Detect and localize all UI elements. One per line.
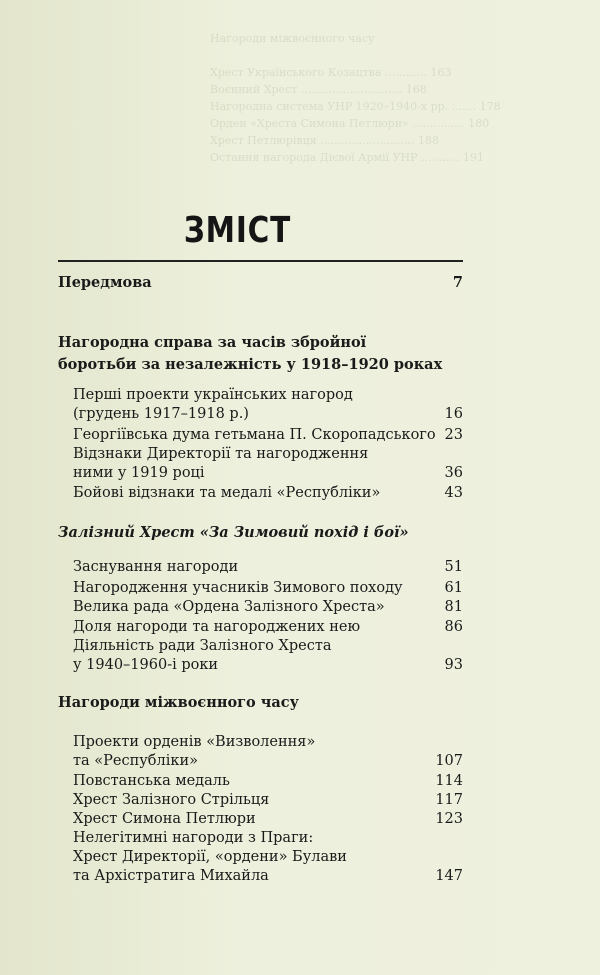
- toc-entry[interactable]: Відзнаки Директорії та нагородження ними у 1919 році 36: [73, 446, 463, 481]
- bleed-through-text: Нагороди міжвоєнного часу Хрест Українського Козацтва ............ 163 Воєнний Хрест ............................. 168 Нагородна система УНР 1920–1940-х рр. ....... 178 Орден «Хреста Симона Петлюри» ............... 180 Хрест Петлюрівця ........................... 188 Остання нагорода Дієвої Армії УНР ........... 191: [210, 32, 501, 164]
- toc-entry[interactable]: Доля нагороди та нагороджених нею 86: [73, 619, 463, 635]
- toc-entry[interactable]: Хрест Залізного Стрільця 117: [73, 792, 463, 808]
- page-title: ЗМІСТ: [183, 210, 292, 251]
- toc-section-2[interactable]: Залізний Хрест «За Зимовий похід і бої»: [58, 524, 409, 541]
- toc-entry[interactable]: Перші проекти українських нагород (грудень 1917–1918 р.) 16: [73, 387, 463, 422]
- toc-entry[interactable]: Заснування нагороди 51: [73, 559, 463, 575]
- title-rule: [58, 260, 463, 262]
- toc-section-preface[interactable]: Передмова 7: [58, 274, 463, 291]
- toc-entry[interactable]: Проекти орденів «Визволення» та «Республіки» 107: [73, 734, 463, 769]
- toc-entry[interactable]: Бойові відзнаки та медалі «Республіки» 43: [73, 485, 463, 501]
- toc-entry[interactable]: Нелегітимні нагороди з Праги: Хрест Директорії, «ордени» Булави та Архістратига Михайла 147: [73, 830, 463, 884]
- toc-section-1[interactable]: Нагородна справа за часів збройної боротьби за незалежність у 1918–1920 роках: [58, 334, 443, 373]
- toc-entry[interactable]: Хрест Симона Петлюри 123: [73, 811, 463, 827]
- toc-entry[interactable]: Георгіївська дума гетьмана П. Скоропадського 23: [73, 427, 463, 443]
- toc-section-3[interactable]: Нагороди міжвоєнного часу: [58, 694, 299, 711]
- toc-entry[interactable]: Повстанська медаль 114: [73, 773, 463, 789]
- toc-entry[interactable]: Велика рада «Ордена Залізного Хреста» 81: [73, 599, 463, 615]
- toc-entry[interactable]: Діяльність ради Залізного Хреста у 1940–1960-і роки 93: [73, 638, 463, 673]
- toc-entry[interactable]: Нагородження учасників Зимового походу 61: [73, 580, 463, 596]
